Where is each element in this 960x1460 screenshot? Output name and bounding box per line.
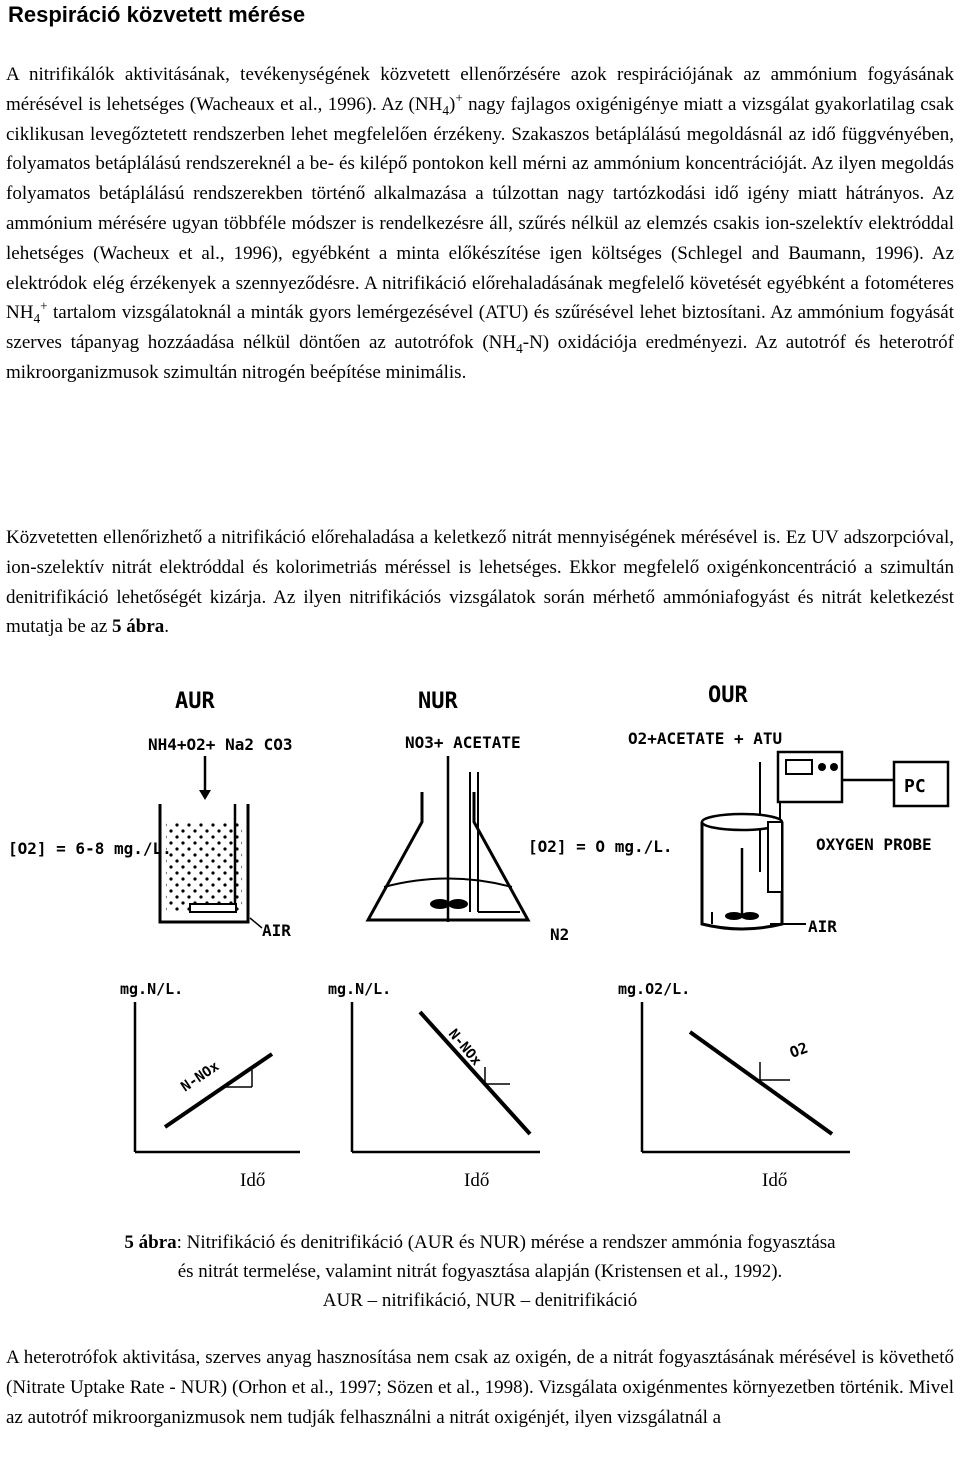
our-xlabel: Idő	[762, 1170, 788, 1191]
aur-line-label: N-NOx	[178, 1058, 223, 1096]
nur-reagents: NO3+ ACETATE	[405, 733, 521, 752]
figure-caption-line-1: 5 ábra: Nitrifikáció és denitrifikáció (AUR és NUR) mérése a rendszer ammónia fogyasztása	[124, 1232, 836, 1253]
nur-line-label: N-NOx	[444, 1026, 485, 1069]
our-condition: OXYGEN PROBE	[816, 835, 932, 854]
figure-caption-line-3: AUR – nitrifikáció, NUR – denitrifikáció	[322, 1290, 638, 1311]
our-line	[690, 1032, 832, 1134]
paragraph-nitrate-measurement: Közvetetten ellenőrizhető a nitrifikáció előrehaladása a keletkező nitrát mennyiségének mérésével is. Ez UV adszorpcióval, ion-szelektív nitrát elektróddal és kolorimetriás méréssel is lehetséges. Ekkor megfelelő oxigénkoncentráció a szimultán denitrifikáció lehetőségét kizárja. Az ilyen nitrifikációs vizsgálatok során mérhető ammóniafogyást és nitrát keletkezést mutatja be az 5 ábra.	[6, 527, 954, 638]
aur-ylabel: mg.N/L.	[120, 980, 184, 998]
nur-xlabel: Idő	[464, 1170, 490, 1191]
our-ylabel: mg.O2/L.	[618, 980, 691, 998]
aur-xlabel: Idő	[240, 1170, 266, 1191]
our-oxygen-probe	[768, 822, 782, 892]
panel-our	[618, 683, 948, 1152]
aur-gas: AIR	[262, 921, 291, 940]
aur-line	[165, 1054, 272, 1127]
aur-title: AUR	[175, 689, 215, 714]
our-gas: AIR	[808, 917, 837, 936]
paragraph-respiration-intro: A nitrifikálók aktivitásának, tevékenységének közvetett ellenőrzésére azok respirációjának az ammónium fogyásának mérésével is lehetséges (Wacheaux et al., 1996). Az $(NH_4)^+$ nagy fajlagos oxigénigénye miatt a vizsgálat gyakorlatilag csak ciklikusan levegőztetett rendszerben lehet megfelelően érzékeny. Szakaszos betáplálású megoldásnál az idő függvényében, folyamatos betáplálású rendszereknél a be- és kilépő pontokon kell mérni az ammónium koncentrációját. Az ilyen megoldás folyamatos betáplálású rendszerekben történő alkalmazása a túlzottan nagy tartózkodási idő igény miatt hátrányos. Az ammónium mérésére ugyan többféle módszer is rendelkezésre áll, szűrés nélkül az elemzés csakis ion-szelektív elektróddal lehetséges (Wacheux et al., 1996), egyébként a minta előkészítése igen költséges (Schlegel and Baumann, 1996). Az elektródok elég érzékenyek a szennyeződésre. A nitrifikáció előrehaladásának megfelelő követését egyébként a fotométeres $NH_4^+$ tartalom vizsgálatoknál a minták gyors lemérgezésével (ATU) és szűrésével lehet biztosítani. Az ammónium fogyását szerves tápanyag hozzáadása nélkül döntően az autotrófok $(NH_4-N)$ oxidációja eredményezi. Az autotróf és heterotróf mikroorganizmusok szimultán nitrogén beépítése minimális.	[6, 64, 955, 383]
aur-reagents: NH4+O2+ Na2 CO3	[148, 735, 293, 754]
nur-gas: N2	[550, 925, 570, 944]
our-line-label: O2	[787, 1038, 811, 1062]
nur-title: NUR	[418, 689, 458, 714]
figure-caption-line-2: és nitrát termelése, valamint nitrát fogyasztása alapján (Kristensen et al., 1992).	[177, 1261, 783, 1282]
panel-nur	[328, 689, 673, 1152]
panel-aur	[8, 689, 300, 1152]
aur-condition: [O2] = 6-8 mg./L.	[8, 839, 172, 858]
our-title: OUR	[708, 683, 748, 708]
figure-5-diagram	[0, 672, 960, 1162]
paragraph-heterotroph-activity: A heterotrófok aktivitása, szerves anyag hasznosítása nem csak az oxigén, de a nitrát fogyasztásának mérésével is követhető (Nitrate Uptake Rate - NUR) (Orhon et al., 1997; Sözen et al., 1998). Vizsgálata oxigénmentes környezetben történik. Mivel az autotróf mikroorganizmusok nem tudják felhasználni a nitrát oxigénjét, ilyen vizsgálatnál a	[6, 1347, 954, 1428]
nur-line	[420, 1012, 530, 1134]
nur-condition: [O2] = O mg./L.	[528, 837, 673, 856]
our-reagents: O2+ACETATE + ATU	[628, 729, 783, 748]
our-device: PC	[904, 776, 926, 797]
nur-ylabel: mg.N/L.	[328, 980, 392, 998]
page-title: Respiráció közvetett mérése	[8, 2, 306, 27]
